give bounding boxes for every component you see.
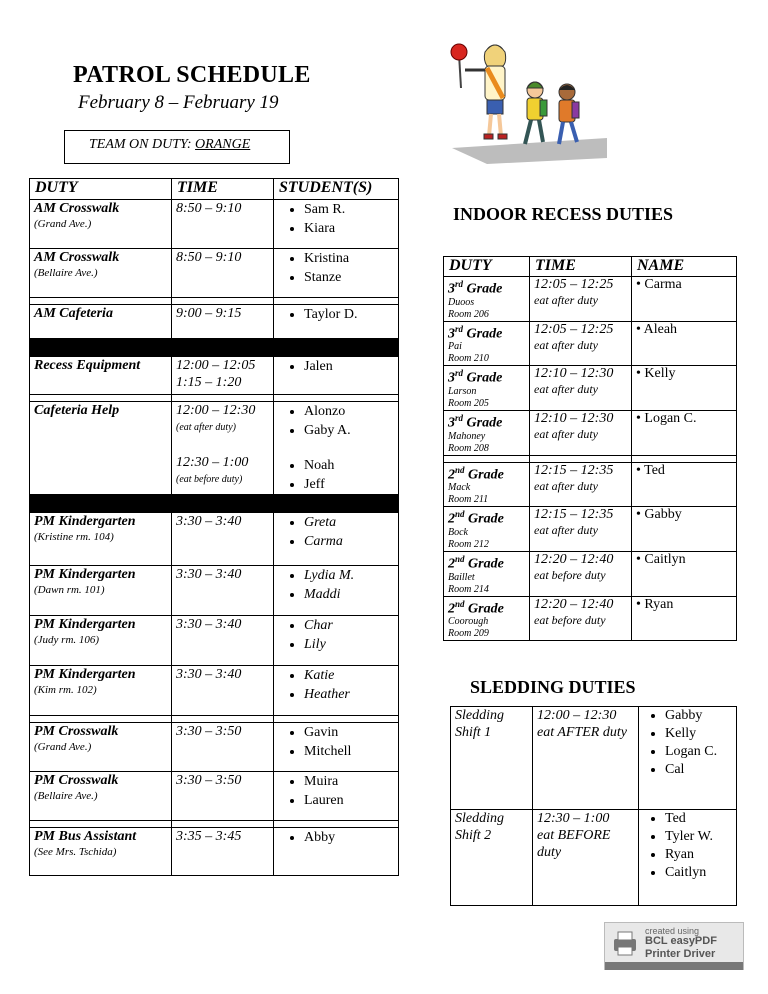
students-cell: • Taylor D. — [274, 305, 399, 339]
duty-cell: PM Crosswalk (Bellaire Ave.) — [30, 772, 172, 821]
table-row — [444, 366, 737, 411]
table-header-row — [444, 257, 737, 277]
name-cell: • Caitlyn — [632, 551, 737, 596]
table-row — [30, 305, 399, 339]
duty-cell: PM Kindergarten (Kim rm. 102) — [30, 666, 172, 716]
watermark-line3: Printer Driver — [645, 948, 716, 960]
table-row — [444, 551, 737, 596]
duty-cell: 2nd Grade Mack Room 211 — [444, 462, 530, 507]
name-cell: • Ted — [632, 462, 737, 507]
duty-cell: 2nd Grade Coorough Room 209 — [444, 596, 530, 641]
spacer-row — [444, 455, 737, 462]
table-row — [451, 810, 737, 906]
indoor-recess-heading: INDOOR RECESS DUTIES — [453, 204, 674, 224]
table-row — [30, 249, 399, 298]
duty-cell: AM Cafeteria — [30, 305, 172, 339]
watermark-line1: created using — [645, 926, 700, 936]
divider-row — [30, 339, 399, 357]
duty-cell: 2nd Grade Bock Room 212 — [444, 507, 530, 552]
table-header-row — [30, 179, 399, 200]
duty-cell: 3rd Grade Pai Room 210 — [444, 321, 530, 366]
table-row — [444, 410, 737, 455]
column-header-duty: DUTY — [30, 179, 172, 200]
table-row — [30, 200, 399, 249]
duty-cell: Cafeteria Help — [30, 402, 172, 495]
sledding-heading: SLEDDING DUTIES — [470, 677, 636, 697]
students-cell: • Sam R. • Kiara — [274, 200, 399, 249]
crossing-guard-illustration — [447, 40, 607, 165]
students-cell: • Greta • Carma — [274, 513, 399, 566]
table-row — [30, 402, 399, 495]
table-row — [30, 566, 399, 616]
page-title: PATROL SCHEDULE — [73, 62, 311, 88]
table-row — [30, 723, 399, 772]
team-value: ORANGE — [195, 137, 251, 152]
time-cell: 12:05 – 12:25 eat after duty — [530, 321, 632, 366]
table-row — [444, 462, 737, 507]
column-header-students: STUDENT(S) — [274, 179, 399, 200]
name-cell: • Ryan — [632, 596, 737, 641]
time-cell: 12:30 – 1:00 eat BEFORE duty — [533, 810, 639, 906]
watermark-line2: BCL easyPDF — [645, 935, 717, 947]
table-row — [444, 596, 737, 641]
table-row — [444, 277, 737, 322]
time-cell: 12:20 – 12:40 eat before duty — [530, 551, 632, 596]
divider-row — [30, 495, 399, 513]
time-cell: 3:35 – 3:45 — [172, 828, 274, 876]
indoor-recess-table — [443, 256, 737, 641]
time-cell: 12:15 – 12:35 eat after duty — [530, 462, 632, 507]
spacer-row — [30, 821, 399, 828]
spacer-row — [30, 716, 399, 723]
time-cell: 12:00 – 12:30 (eat after duty) 12:30 – 1:00 (eat before duty) — [172, 402, 274, 495]
students-cell: • Kristina • Stanze — [274, 249, 399, 298]
duty-cell: PM Kindergarten (Judy rm. 106) — [30, 616, 172, 666]
students-cell: • Abby — [274, 828, 399, 876]
table-row — [30, 828, 399, 876]
printer-icon — [611, 929, 639, 957]
duty-cell: 2nd Grade Baillet Room 214 — [444, 551, 530, 596]
name-cell: • Gabby — [632, 507, 737, 552]
table-row — [30, 357, 399, 395]
sledding-table — [450, 706, 737, 906]
table-row — [30, 513, 399, 566]
duty-cell: 3rd Grade Duoos Room 206 — [444, 277, 530, 322]
name-cell: • Logan C. — [632, 410, 737, 455]
duty-cell: 3rd Grade Mahoney Room 208 — [444, 410, 530, 455]
table-row — [451, 707, 737, 810]
table-row — [30, 666, 399, 716]
time-cell: 3:30 – 3:50 — [172, 723, 274, 772]
table-row — [30, 616, 399, 666]
students-cell: • Alonzo • Gaby A. • Noah • Jeff — [274, 402, 399, 495]
team-on-duty-box — [64, 130, 290, 164]
students-cell: • Lydia M. • Maddi — [274, 566, 399, 616]
column-header-time: TIME — [530, 257, 632, 277]
duty-cell: PM Kindergarten (Kristine rm. 104) — [30, 513, 172, 566]
column-header-time: TIME — [172, 179, 274, 200]
duty-cell: PM Bus Assistant (See Mrs. Tschida) — [30, 828, 172, 876]
time-cell: 12:15 – 12:35 eat after duty — [530, 507, 632, 552]
time-cell: 9:00 – 9:15 — [172, 305, 274, 339]
table-row — [444, 321, 737, 366]
shift-cell: Sledding Shift 1 — [451, 707, 533, 810]
duty-cell: AM Crosswalk (Bellaire Ave.) — [30, 249, 172, 298]
pdf-watermark — [604, 922, 744, 970]
time-cell: 3:30 – 3:40 — [172, 566, 274, 616]
students-cell: • Char • Lily — [274, 616, 399, 666]
table-row — [444, 507, 737, 552]
column-header-name: NAME — [632, 257, 737, 277]
time-cell: 3:30 – 3:40 — [172, 616, 274, 666]
time-cell: 12:20 – 12:40 eat before duty — [530, 596, 632, 641]
spacer-row — [30, 395, 399, 402]
watermark-bar — [605, 962, 743, 970]
name-cell: • Carma — [632, 277, 737, 322]
time-cell: 3:30 – 3:40 — [172, 513, 274, 566]
time-cell: 8:50 – 9:10 — [172, 249, 274, 298]
shift-cell: Sledding Shift 2 — [451, 810, 533, 906]
students-cell: • Gavin • Mitchell — [274, 723, 399, 772]
students-cell: • Katie • Heather — [274, 666, 399, 716]
time-cell: 8:50 – 9:10 — [172, 200, 274, 249]
date-range: February 8 – February 19 — [78, 92, 279, 113]
table-row — [30, 772, 399, 821]
time-cell: 3:30 – 3:40 — [172, 666, 274, 716]
time-cell: 12:10 – 12:30 eat after duty — [530, 410, 632, 455]
time-cell: 12:00 – 12:30 eat AFTER duty — [533, 707, 639, 810]
students-cell: • Muira • Lauren — [274, 772, 399, 821]
duty-cell: AM Crosswalk (Grand Ave.) — [30, 200, 172, 249]
patrol-schedule-table — [29, 178, 399, 876]
name-cell: • Kelly — [632, 366, 737, 411]
team-label: TEAM ON DUTY: — [89, 137, 192, 152]
students-cell: • Jalen — [274, 357, 399, 395]
spacer-row — [30, 298, 399, 305]
time-cell: 12:05 – 12:25 eat after duty — [530, 277, 632, 322]
name-cell: • Aleah — [632, 321, 737, 366]
duty-cell: 3rd Grade Larson Room 205 — [444, 366, 530, 411]
duty-cell: Recess Equipment — [30, 357, 172, 395]
names-cell: • Gabby • Kelly • Logan C. • Cal — [639, 707, 737, 810]
duty-cell: PM Kindergarten (Dawn rm. 101) — [30, 566, 172, 616]
time-cell: 12:00 – 12:05 1:15 – 1:20 — [172, 357, 274, 395]
time-cell: 12:10 – 12:30 eat after duty — [530, 366, 632, 411]
time-cell: 3:30 – 3:50 — [172, 772, 274, 821]
duty-cell: PM Crosswalk (Grand Ave.) — [30, 723, 172, 772]
names-cell: • Ted • Tyler W. • Ryan • Caitlyn — [639, 810, 737, 906]
column-header-duty: DUTY — [444, 257, 530, 277]
